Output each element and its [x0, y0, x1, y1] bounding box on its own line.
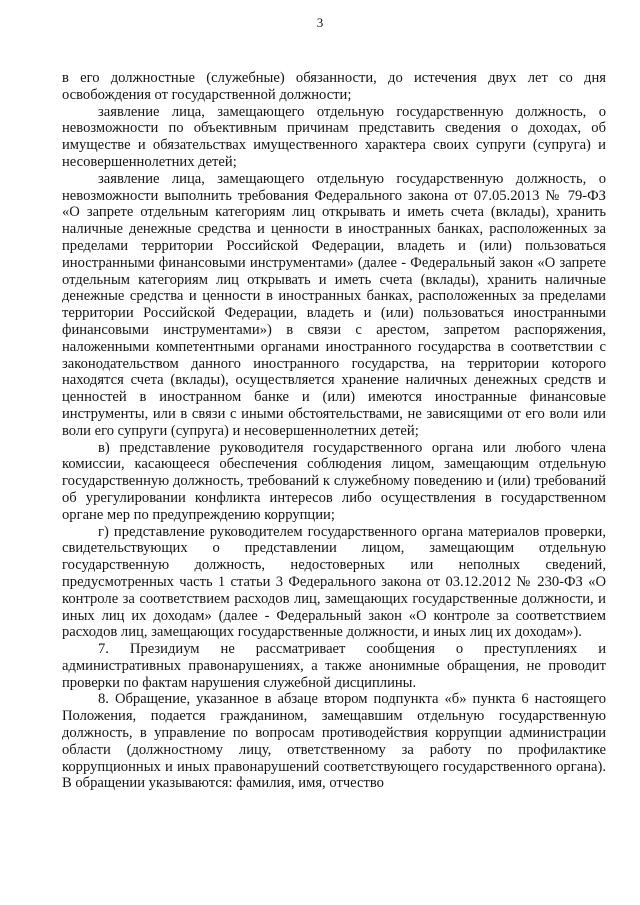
- paragraph-statement-foreign-accounts: заявление лица, замещающего отдельную государственную должность, о невозможности выполнить требования Федерального закона от 07.05.2013 № 79-ФЗ «О запрете отдельным категориям лиц открывать и иметь счета (вклады), хранить наличные денежные средства и ценности в иностранных банках, расположенных за пределами территории Российской Федерации, владеть и (или) пользоваться иностранными финансовыми инструментами» (далее - Федеральный закон «О запрете отдельным категориям лиц открывать и иметь счета (вклады), хранить наличные денежные средства и ценности в иностранных банках, расположенных за пределами территории Российской Федерации, владеть и (или) пользоваться иностранными финансовыми инструментами») в связи с арестом, запретом распоряжения, наложенными компетентными органами иностранного государства в соответствии с законодательством данного иностранного государства, на территории которого находятся счета (вклады), осуществляется хранение наличных денежных средств и ценностей в иностранном банке и (или) имеются иностранные финансовые инструменты, или в связи с иными обстоятельствами, не зависящими от его воли или воли его супруги (супруга) и несовершеннолетних детей;: [62, 170, 606, 439]
- paragraph-section-8: 8. Обращение, указанное в абзаце втором подпункта «б» пункта 6 настоящего Положения, подается гражданином, замещавшим отдельную государственную должность, в управление по вопросам противодействия коррупции администрации области (должностному лицу, ответственному за работу по профилактике коррупционных и иных правонарушений соответствующего государственного органа). В обращении указываются: фамилия, имя, отчество: [62, 691, 606, 792]
- paragraph-item-g: г) представление руководителем государственного органа материалов проверки, свидетельствующих о представлении лицом, замещающим отдельную государственную должность, недостоверных или неполных сведений, предусмотренных часть 1 статьи 3 Федерального закона от 03.12.2012 № 230-ФЗ «О контроле за соответствием расходов лиц, замещающих государственные должности, и иных лиц их доходам» (далее - Федеральный закон «О контроле за соответствием расходов лиц, замещающих государственные должности, и иных лиц их доходам»).: [62, 523, 606, 641]
- paragraph-item-v: в) представление руководителя государственного органа или любого члена комиссии, касающееся обеспечения соблюдения лицом, замещающим отдельную государственную должность, требований к служебному поведению и (или) требований об урегулировании конфликта интересов либо осуществления в государственном органе мер по предупреждению коррупции;: [62, 439, 606, 523]
- paragraph-statement-income: заявление лица, замещающего отдельную государственную должность, о невозможности по объективным причинам представить сведения о доходах, об имуществе и обязательствах имущественного характера своих супруги (супруга) и несовершеннолетних детей;: [62, 103, 606, 170]
- document-body: [62, 70, 606, 792]
- page-number: 3: [316, 15, 324, 30]
- paragraph-continuation: в его должностные (служебные) обязанности, до истечения двух лет со дня освобождения от государственной должности;: [62, 70, 606, 103]
- paragraph-section-7: 7. Президиум не рассматривает сообщения о преступлениях и административных правонарушениях, а также анонимные обращения, не проводит проверки по фактам нарушения служебной дисциплины.: [62, 641, 606, 691]
